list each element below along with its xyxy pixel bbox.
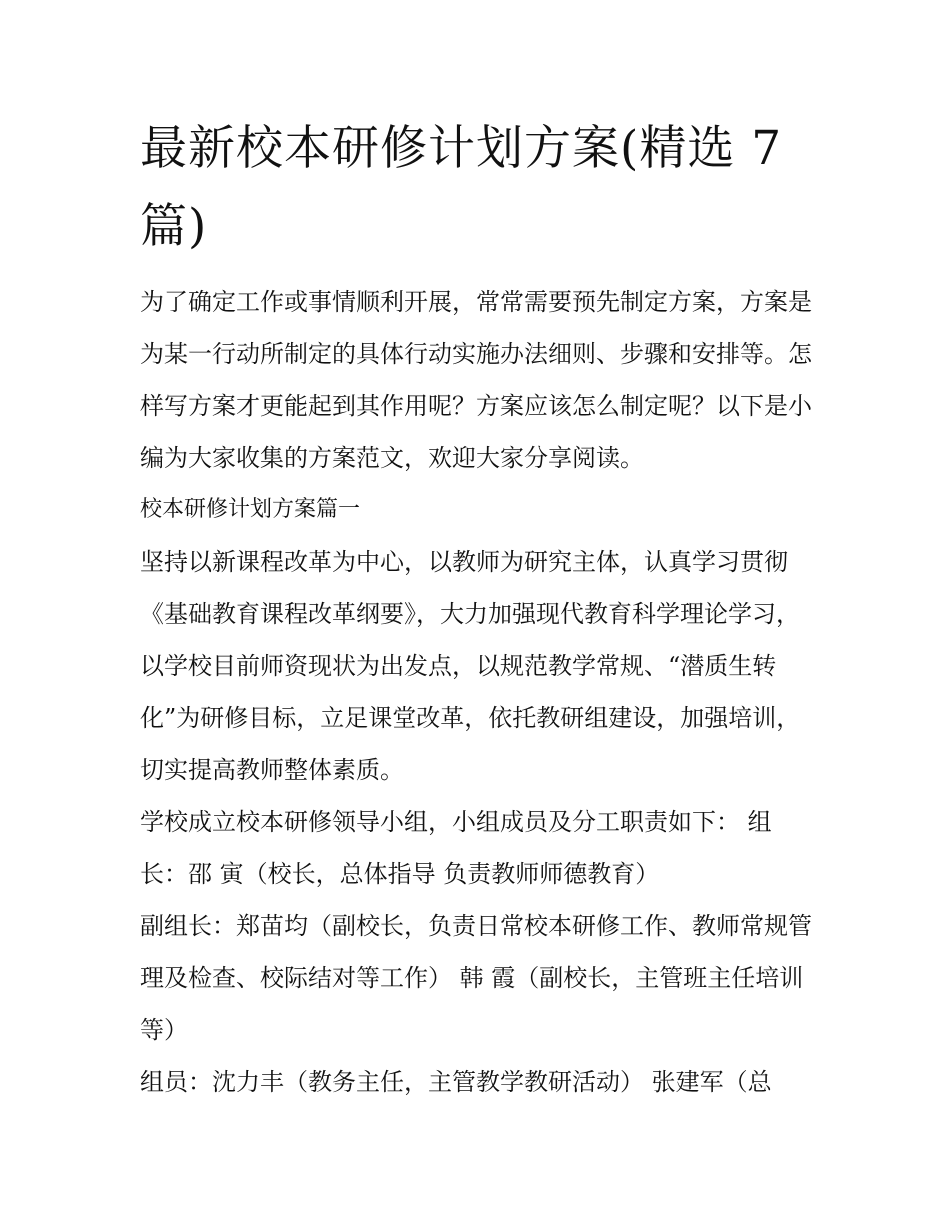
body-paragraph: 坚持以新课程改革为中心，以教师为研究主体，认真学习贯彻《基础教育课程改革纲要》，大力加强现代教育科学理论学习，以学校目前师资现状为出发点，以规范教学常规、“潜质生转化”为研修目标，立足课堂改革，依托教研组建设，加强培训，切实提高教师整体素质。 bbox=[140, 548, 801, 784]
section-heading: 校本研修计划方案篇一 bbox=[140, 497, 361, 522]
document-body bbox=[140, 276, 816, 1108]
document-title: 最新校本研修计划方案(精选 7 篇) bbox=[140, 121, 783, 254]
intro-paragraph: 为了确定工作或事情顺利开展，常常需要预先制定方案，方案是为某一行动所制定的具体行动实施办法细则、步骤和安排等。怎样写方案才更能起到其作用呢？方案应该怎么制定呢？以下是小编为大家收集的方案范文，欢迎大家分享阅读。 bbox=[140, 288, 812, 472]
body-paragraph: 学校成立校本研修领导小组，小组成员及分工职责如下： 组长：邵 寅（校长，总体指导 负责教师师德教育） bbox=[140, 808, 772, 888]
body-paragraph: 组员：沈力丰（教务主任，主管教学教研活动） 张建军（总 bbox=[140, 1068, 772, 1096]
body-paragraph: 副组长：郑苗均（副校长，负责日常校本研修工作、教师常规管理及检查、校际结对等工作） 韩 霞（副校长，主管班主任培训等） bbox=[140, 912, 812, 1044]
